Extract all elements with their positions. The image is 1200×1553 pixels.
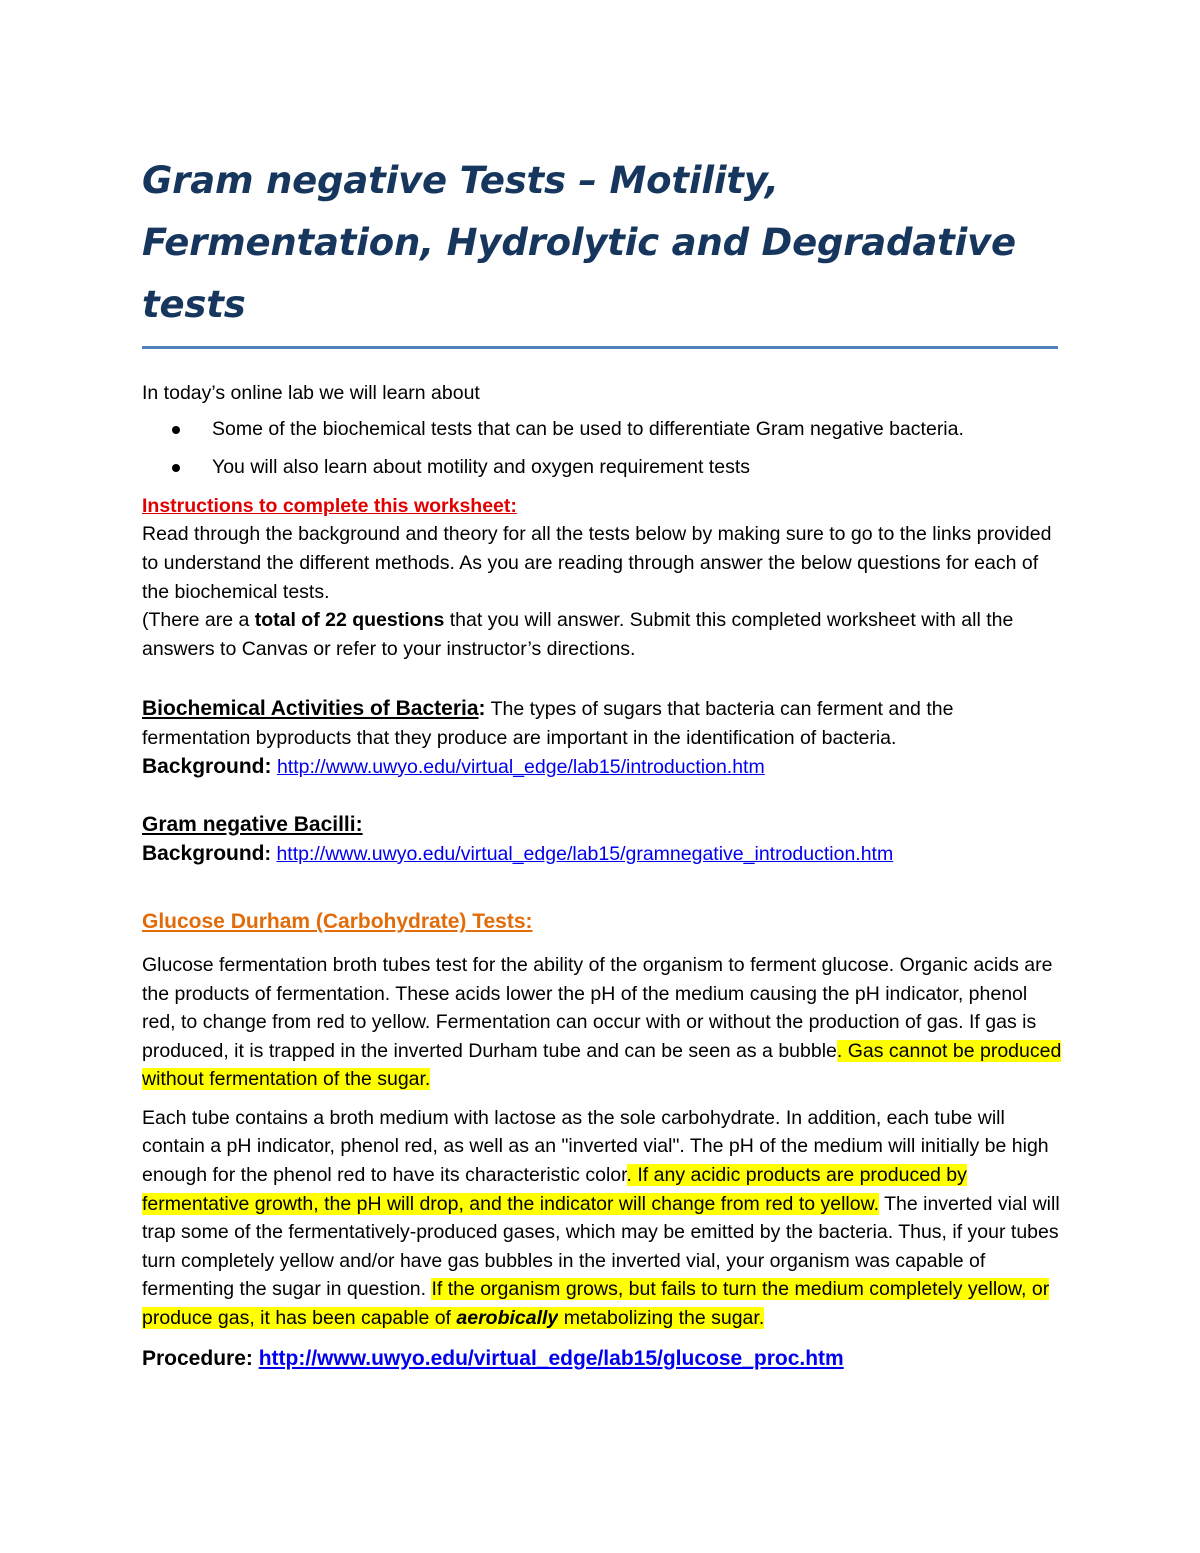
page-title: Gram negative Tests – Motility, Fermentation, Hydrolytic and Degradative tests [142,159,1016,326]
glucose-procedure-link[interactable]: http://www.uwyo.edu/virtual_edge/lab15/glucose_proc.htm [258,1346,844,1370]
gramnegative-introduction-link[interactable]: http://www.uwyo.edu/virtual_edge/lab15/gramnegative_introduction.htm [276,842,894,865]
instructions-text [142,520,1062,663]
aerobically-emphasis: aerobically [456,1307,559,1330]
glucose-para2-highlight-1: . If any acidic products are produced by fermentative growth, the pH will drop, and the indicator will change from red to yellow. [142,1164,967,1215]
glucose-paragraph-1 [142,951,1062,1094]
gram-bacilli-heading: Gram negative Bacilli: [142,813,363,837]
procedure-line [142,1345,1062,1374]
glucose-paragraph-2 [142,1104,1062,1333]
list-item [142,415,1062,444]
instructions-heading: Instructions to complete this worksheet: [142,494,517,517]
glucose-para1-text: Glucose fermentation broth tubes test for the ability of the organism to ferment glucose. Organic acids are the products of fermentation. These acids lower the pH of the medium causing the pH indicator, phenol red, to change from red to yellow. Fermentation can occur with or without the production of gas. If gas is produced, it is trapped in the inverted Durham tube and can be seen as a bubble [142,953,1053,1062]
biochemical-text: The types of sugars that bacteria can ferment and the fermentation byproducts that they produce are important in the identification of bacteria. [142,698,954,749]
introduction-link[interactable]: http://www.uwyo.edu/virtual_edge/lab15/introduction.htm [276,755,765,778]
background-label: Background: [142,754,272,778]
background-colon: : [264,842,272,865]
question-count-emphasis: total of 22 questions [254,609,445,632]
bullet-icon [172,426,180,434]
list-item-text: You will also learn about motility and oxygen requirement tests [212,456,750,479]
biochemical-background [142,753,1062,782]
biochemical-activities-section [142,695,1062,781]
gram-negative-bacilli-section [142,811,1062,868]
background-label: Background [142,841,265,865]
intro-text: In today’s online lab we will learn about [142,382,480,404]
list-item-text: Some of the biochemical tests that can be used to differentiate Gram negative bacteria. [212,417,964,440]
title-underline-rule [142,346,1058,349]
gram-bacilli-background [142,840,1062,869]
instructions-line2-b: that you will answer. Submit this completed worksheet with all the answers to Canvas or refer to your instructor’s directions. [142,609,1014,660]
procedure-label: Procedure: [142,1346,253,1370]
instructions-line1: Read through the background and theory for all the tests below by making sure to go to the links provided to understand the different methods. As you are reading through answer the below questions for each of the biochemical tests. [142,523,1052,603]
glucose-heading: Glucose Durham (Carbohydrate) Tests: [142,910,533,934]
glucose-para2-highlight-2b: metabolizing the sugar. [558,1307,765,1330]
glucose-para1-highlight: . Gas cannot be produced without fermentation of the sugar. [142,1039,1062,1091]
glucose-heading-line [142,908,1062,937]
glucose-durham-section [142,908,1062,1373]
glucose-para2-highlight-2a: If the organism grows, but fails to turn the medium completely yellow, or produce gas, it has been capable of [142,1278,1050,1330]
glucose-para2-text-2: The inverted vial will trap some of the fermentatively-produced gases, which may be emitted by the bacteria. Thus, if your tubes turn completely yellow and/or have gas bubbles in the inverted vial, your organism was capable of fermenting the sugar in question. [142,1192,1060,1301]
list-item [142,453,1062,482]
bullet-icon [172,464,180,472]
biochemical-colon: : [478,697,486,721]
biochemical-heading: Biochemical Activities of Bacteria [142,697,479,721]
document-content [142,150,1062,1373]
glucose-para2-text-1: Each tube contains a broth medium with lactose as the sole carbohydrate. In addition, each tube will contain a pH indicator, phenol red, as well as an "inverted vial". The pH of the medium will initially be high enough for the phenol red to have its characteristic color [142,1106,1049,1187]
biochemical-paragraph [142,695,1062,752]
learning-goals-list [142,415,1062,482]
gram-bacilli-heading-line [142,811,1062,840]
instructions-line2-a: (There are a [142,609,255,632]
